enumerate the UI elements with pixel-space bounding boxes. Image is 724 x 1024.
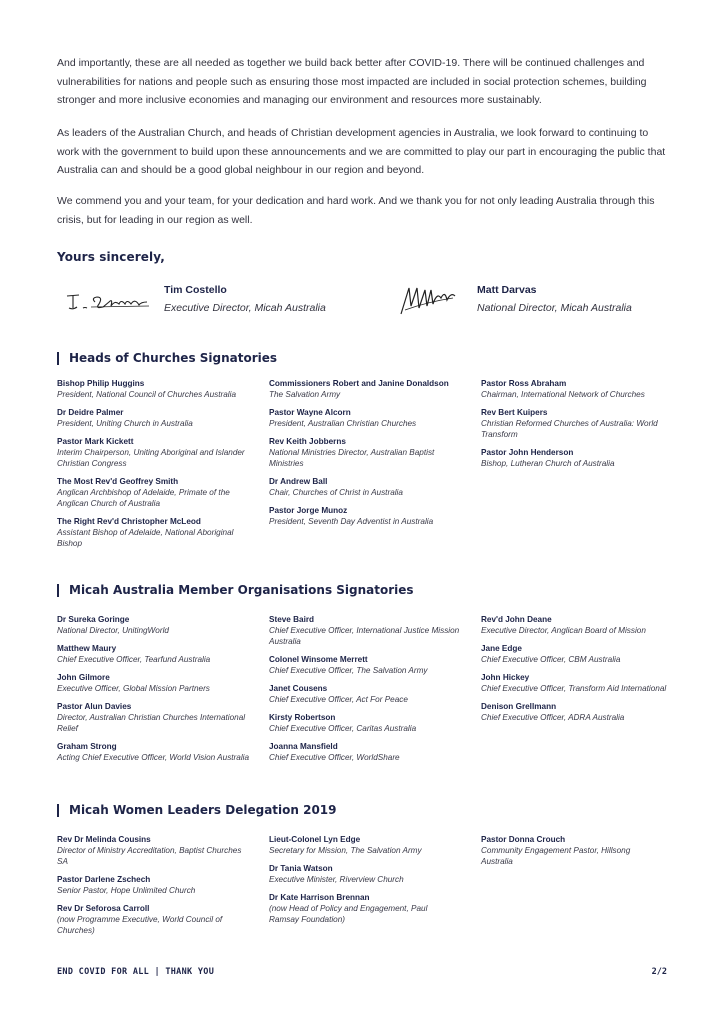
signatory-role: National Director, UnitingWorld xyxy=(57,626,169,635)
signatory-role: Chief Executive Officer, International Justice Mission Australia xyxy=(269,626,460,646)
section-heading-heads-of-churches: Heads of Churches Signatories xyxy=(57,352,277,365)
signatory-name: Jane Edge xyxy=(481,644,522,653)
signatory-column xyxy=(57,378,253,556)
signatory-role: (now Head of Policy and Engagement, Paul Ramsay Foundation) xyxy=(269,904,428,924)
signatory-role: Chief Executive Officer, Transform Aid International xyxy=(481,684,667,693)
signatory-role: Acting Chief Executive Officer, World Vision Australia xyxy=(57,753,250,762)
signatory-role: Chairman, International Network of Churches xyxy=(481,390,645,399)
signer-name: Tim Costello xyxy=(164,284,227,296)
footer-campaign-label: END COVID FOR ALL | THANK YOU xyxy=(57,967,215,977)
signatory-role: Director of Ministry Accreditation, Baptist Churches SA xyxy=(57,846,242,866)
signatory-entry xyxy=(269,436,465,469)
signer-name: Matt Darvas xyxy=(477,284,537,296)
signatory-entry xyxy=(57,741,253,763)
signatory-name: Janet Cousens xyxy=(269,684,328,693)
signatory-entry xyxy=(57,436,253,469)
signatory-name: Rev'd John Deane xyxy=(481,615,552,624)
closing-salutation: Yours sincerely, xyxy=(57,250,165,264)
signatory-entry xyxy=(57,614,253,636)
signatory-name: Matthew Maury xyxy=(57,644,117,653)
signatory-entry xyxy=(57,874,243,896)
signatory-entry xyxy=(57,643,253,665)
signatory-name: Commissioners Robert and Janine Donaldson xyxy=(269,379,449,388)
signatory-entry xyxy=(269,683,465,705)
signer-tim-costello xyxy=(164,284,326,314)
signatory-name: Denison Grellmann xyxy=(481,702,557,711)
signatory-entry xyxy=(57,476,253,509)
signatory-entry xyxy=(57,516,253,549)
signatory-role: President, Australian Christian Churches xyxy=(269,419,417,428)
signatory-name: Rev Dr Melinda Cousins xyxy=(57,835,151,844)
signatory-entry xyxy=(269,741,465,763)
signatory-name: Kirsty Robertson xyxy=(269,713,336,722)
signatory-role: Community Engagement Pastor, Hillsong Australia xyxy=(481,846,631,866)
signatory-name: John Gilmore xyxy=(57,673,110,682)
body-paragraph: And importantly, these are all needed as together we build back better after COVID-19. There will be continued challenges and vulnerabilities for nations and people such as ensuring those most impacted are included in social protection schemes, building stronger and more inclusive economies and managing our environment and resources more sustainably. xyxy=(57,57,647,106)
signatory-role: Executive Officer, Global Mission Partners xyxy=(57,684,210,693)
signatory-entry xyxy=(481,834,661,867)
signatory-entry xyxy=(57,407,253,429)
signatory-name: Pastor Alun Davies xyxy=(57,702,132,711)
signatory-name: Steve Baird xyxy=(269,615,315,624)
page-number: 2/2 xyxy=(651,967,667,977)
signer-role: National Director, Micah Australia xyxy=(477,302,632,314)
signatory-role: Chief Executive Officer, Act For Peace xyxy=(269,695,408,704)
signatory-column xyxy=(269,378,465,534)
signatory-column xyxy=(57,614,253,770)
signatory-name: Graham Strong xyxy=(57,742,117,751)
signer-matt-darvas xyxy=(477,284,632,314)
signatory-role: The Salvation Army xyxy=(269,390,341,399)
signatory-name: Pastor John Henderson xyxy=(481,448,574,457)
signatory-role: Secretary for Mission, The Salvation Army xyxy=(269,846,422,855)
signatory-entry xyxy=(481,614,681,636)
signatory-entry xyxy=(481,701,681,723)
body-paragraph: We commend you and your team, for your dedication and hard work. And we thank you for not only leading Australia through this crisis, but for leading in our region as well. xyxy=(57,195,655,226)
signatory-entry xyxy=(269,654,465,676)
signatory-name: Pastor Mark Kickett xyxy=(57,437,134,446)
signatory-name: Dr Andrew Ball xyxy=(269,477,328,486)
signatory-role: Chief Executive Officer, Caritas Australia xyxy=(269,724,417,733)
signatory-name: Joanna Mansfield xyxy=(269,742,338,751)
signatory-name: Rev Dr Seforosa Carroll xyxy=(57,904,150,913)
signatory-name: Rev Bert Kuipers xyxy=(481,408,548,417)
signatory-entry xyxy=(269,476,465,498)
signatory-name: The Right Rev'd Christopher McLeod xyxy=(57,517,201,526)
signatory-entry xyxy=(269,407,465,429)
signatory-column xyxy=(269,614,465,770)
signatory-column xyxy=(269,834,455,932)
signatory-entry xyxy=(57,834,243,867)
signatory-name: Pastor Donna Crouch xyxy=(481,835,566,844)
signatory-name: Dr Deidre Palmer xyxy=(57,408,124,417)
signatory-role: Chief Executive Officer, Tearfund Australia xyxy=(57,655,211,664)
signatory-entry xyxy=(481,672,681,694)
signatory-role: Executive Minister, Riverview Church xyxy=(269,875,404,884)
signatory-entry xyxy=(57,701,253,734)
signatory-column xyxy=(481,614,681,730)
signatory-name: The Most Rev'd Geoffrey Smith xyxy=(57,477,179,486)
signatory-role: Interim Chairperson, Uniting Aboriginal and Islander Christian Congress xyxy=(57,448,245,468)
signatory-role: Anglican Archbishop of Adelaide, Primate of the Anglican Church of Australia xyxy=(57,488,230,508)
signatory-entry xyxy=(269,505,465,527)
body-paragraph: As leaders of the Australian Church, and heads of Christian development agencies in Australia, we look forward to continuing to work with the government to build upon these announcements and we are committed to play our part in encouraging the public that Australia can and should be a good global neighbour in our region and beyond. xyxy=(57,127,666,176)
signatory-column xyxy=(481,378,671,476)
signatory-role: Senior Pastor, Hope Unlimited Church xyxy=(57,886,196,895)
signatory-role: National Ministries Director, Australian Baptist Ministries xyxy=(269,448,435,468)
signatory-name: Dr Tania Watson xyxy=(269,864,333,873)
signatory-name: Pastor Jorge Munoz xyxy=(269,506,348,515)
signatory-role: Chief Executive Officer, The Salvation Army xyxy=(269,666,428,675)
signatory-entry xyxy=(269,712,465,734)
signatory-column xyxy=(481,834,661,874)
signatory-entry xyxy=(269,614,465,647)
signatory-role: Executive Director, Anglican Board of Mission xyxy=(481,626,646,635)
signatory-entry xyxy=(481,447,671,469)
signatory-role: Christian Reformed Churches of Australia: World Transform xyxy=(481,419,658,439)
signatory-entry xyxy=(269,834,455,856)
signatory-role: Assistant Bishop of Adelaide, National Aboriginal Bishop xyxy=(57,528,234,548)
signatory-entry xyxy=(481,378,671,400)
signatory-role: Director, Australian Christian Churches International Relief xyxy=(57,713,246,733)
signatory-name: Pastor Ross Abraham xyxy=(481,379,567,388)
signatory-entry xyxy=(481,643,681,665)
signatory-role: Chief Executive Officer, ADRA Australia xyxy=(481,713,625,722)
signatory-name: Dr Kate Harrison Brennan xyxy=(269,893,370,902)
signatory-role: President, Uniting Church in Australia xyxy=(57,419,193,428)
signatory-role: Chief Executive Officer, WorldShare xyxy=(269,753,400,762)
signatory-entry xyxy=(269,378,465,400)
signatory-role: Chair, Churches of Christ in Australia xyxy=(269,488,403,497)
section-heading-member-organisations: Micah Australia Member Organisations Signatories xyxy=(57,584,414,597)
signatory-name: Dr Sureka Goringe xyxy=(57,615,130,624)
signature-image-matt-darvas xyxy=(397,284,459,318)
signatory-name: Rev Keith Jobberns xyxy=(269,437,346,446)
signatory-entry xyxy=(481,407,671,440)
signatory-entry xyxy=(269,863,455,885)
signature-image-tim-costello xyxy=(61,290,153,316)
signatory-name: Lieut-Colonel Lyn Edge xyxy=(269,835,361,844)
signatory-role: President, Seventh Day Adventist in Australia xyxy=(269,517,434,526)
section-heading-women-leaders: Micah Women Leaders Delegation 2019 xyxy=(57,804,337,817)
signatory-role: President, National Council of Churches Australia xyxy=(57,390,237,399)
signatory-name: Bishop Philip Huggins xyxy=(57,379,145,388)
signatory-entry xyxy=(269,892,455,925)
signatory-name: Colonel Winsome Merrett xyxy=(269,655,368,664)
signatory-entry xyxy=(57,672,253,694)
signatory-role: (now Programme Executive, World Council of Churches) xyxy=(57,915,223,935)
signatory-entry xyxy=(57,378,253,400)
signatory-column xyxy=(57,834,243,943)
signatory-role: Bishop, Lutheran Church of Australia xyxy=(481,459,615,468)
signer-role: Executive Director, Micah Australia xyxy=(164,302,326,314)
signatory-entry xyxy=(57,903,243,936)
signatory-name: John Hickey xyxy=(481,673,530,682)
signatory-name: Pastor Wayne Alcorn xyxy=(269,408,351,417)
signatory-role: Chief Executive Officer, CBM Australia xyxy=(481,655,621,664)
signatory-name: Pastor Darlene Zschech xyxy=(57,875,151,884)
